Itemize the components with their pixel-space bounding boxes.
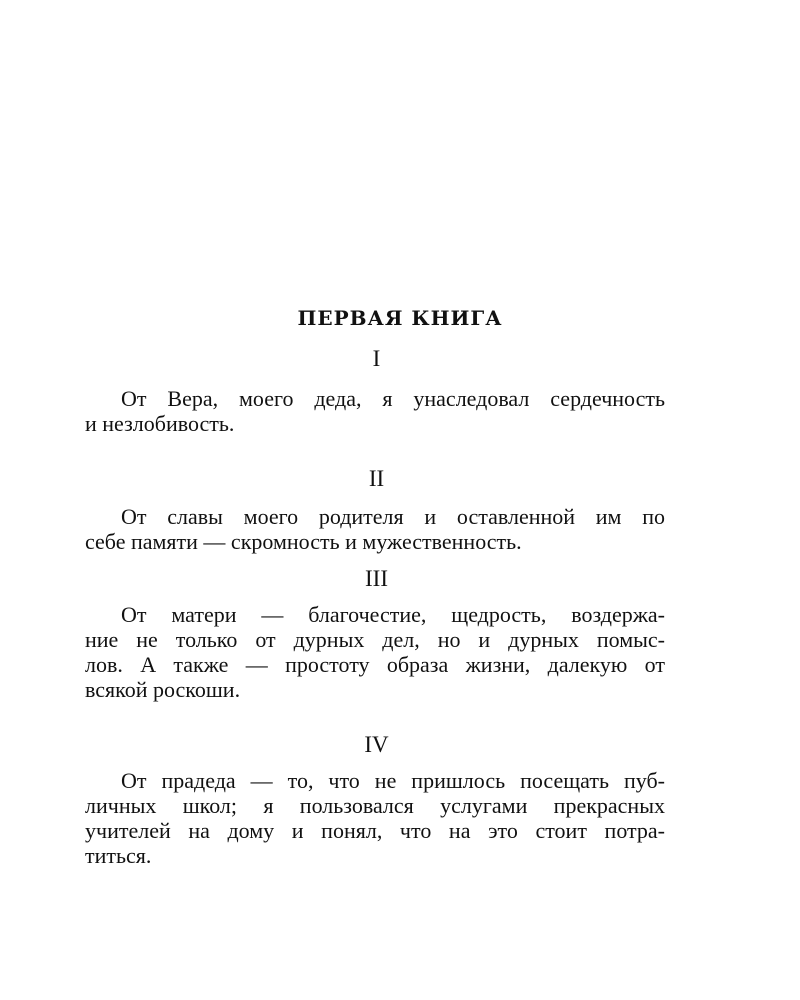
section-text-2 [85,504,665,554]
section-text-4 [85,768,665,868]
text-line: лов. А также — простоту образа жизни, далекую от [85,652,665,677]
section-numeral-2: II [368,466,385,491]
text-line: учителей на дому и понял, что на это стоит потра- [85,818,665,843]
text-line: себе памяти — скромность и мужественность. [85,529,522,554]
section-numeral-4: IV [364,732,389,757]
text-line: От Вера, моего деда, я унаследовал сердечность [121,386,665,411]
section-text-1 [85,386,665,436]
book-title: ПЕРВАЯ КНИГА [297,306,503,330]
text-line: и незлобивость. [85,411,235,436]
text-line: ние не только от дурных дел, но и дурных помыс- [85,627,665,652]
text-line: личных школ; я пользовался услугами прекрасных [85,793,665,818]
text-line: От славы моего родителя и оставленной им по [121,504,665,529]
section-text-3 [85,602,665,702]
section-numeral-3: III [365,566,388,591]
text-line: всякой роскоши. [85,677,241,702]
section-numeral-1: I [372,346,381,371]
text-line: титься. [85,843,152,868]
text-line: От матери — благочестие, щедрость, воздержа- [121,602,665,627]
text-line: От прадеда — то, что не пришлось посещать пуб- [121,768,665,793]
